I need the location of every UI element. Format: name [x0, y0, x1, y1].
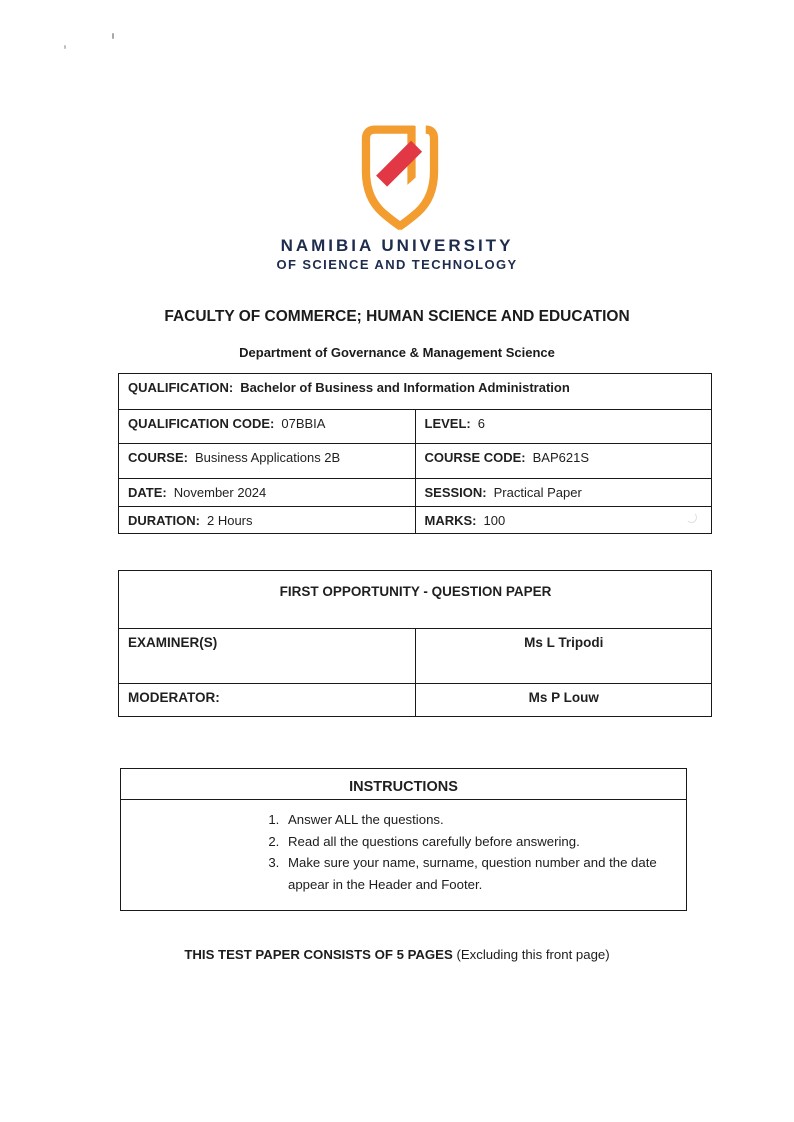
instruction-item: 1. Answer ALL the questions.	[283, 809, 686, 831]
page-count-normal: (Excluding this front page)	[456, 947, 610, 962]
university-name-line2: OF SCIENCE AND TECHNOLOGY	[276, 257, 518, 272]
university-wordmark	[0, 236, 794, 273]
field-label: QUALIFICATION:	[128, 380, 234, 395]
field-value: 100	[483, 513, 506, 528]
field-label: COURSE CODE:	[424, 450, 526, 465]
scan-artifact	[112, 33, 114, 39]
instructions-title	[121, 769, 686, 800]
table-row	[119, 684, 712, 717]
page-count-note	[0, 947, 794, 962]
table-row	[119, 479, 712, 507]
table-row	[119, 571, 712, 629]
examiner-label: EXAMINER(S)	[119, 629, 416, 684]
course-cell	[119, 444, 416, 479]
moderator-label: MODERATOR:	[119, 684, 416, 717]
level-cell	[415, 410, 712, 444]
table-row	[119, 629, 712, 684]
field-label: DURATION:	[128, 513, 200, 528]
course-details-table	[118, 373, 712, 534]
paper-info-table	[118, 570, 712, 717]
field-label: COURSE:	[128, 450, 188, 465]
course-code-cell	[415, 444, 712, 479]
instructions-list	[121, 809, 686, 895]
field-value: November 2024	[173, 485, 267, 500]
moderator-value: Ms P Louw	[415, 684, 712, 717]
department-title: Department of Governance & Management Science	[239, 345, 555, 360]
field-value: 6	[477, 416, 485, 431]
field-value: Bachelor of Business and Information Administration	[240, 380, 570, 395]
instruction-item: 3. Make sure your name, surname, question number and the date appear in the Header and Footer.	[283, 852, 686, 895]
field-label: DATE:	[128, 485, 167, 500]
paper-title: FIRST OPPORTUNITY - QUESTION PAPER	[119, 571, 712, 629]
date-cell	[119, 479, 416, 507]
duration-cell	[119, 507, 416, 534]
table-row	[119, 507, 712, 534]
qualification-code-cell	[119, 410, 416, 444]
table-row	[119, 444, 712, 479]
table-row	[119, 374, 712, 410]
field-value: Business Applications 2B	[194, 450, 341, 465]
field-label: QUALIFICATION CODE:	[128, 416, 275, 431]
faculty-title: FACULTY OF COMMERCE; HUMAN SCIENCE AND EDUCATION	[164, 308, 630, 325]
field-label: SESSION:	[424, 485, 487, 500]
scan-artifact	[64, 45, 66, 49]
instruction-item: 2. Read all the questions carefully before answering.	[283, 831, 686, 853]
table-row	[119, 410, 712, 444]
field-value: 2 Hours	[206, 513, 253, 528]
instructions-title-text: INSTRUCTIONS	[349, 779, 458, 795]
field-value: Practical Paper	[493, 485, 582, 500]
examiner-value: Ms L Tripodi	[415, 629, 712, 684]
instructions-box	[120, 768, 687, 911]
field-value: BAP621S	[532, 450, 589, 465]
field-value: 07BBIA	[281, 416, 326, 431]
university-name: NAMIBIA UNIVERSITY	[280, 236, 514, 255]
qualification-cell	[119, 374, 712, 410]
session-cell	[415, 479, 712, 507]
field-label: MARKS:	[424, 513, 477, 528]
page-count-bold: THIS TEST PAPER CONSISTS OF 5 PAGES	[184, 947, 453, 962]
nust-shield-logo-icon	[354, 118, 446, 236]
marks-cell	[415, 507, 712, 534]
field-label: LEVEL:	[424, 416, 471, 431]
